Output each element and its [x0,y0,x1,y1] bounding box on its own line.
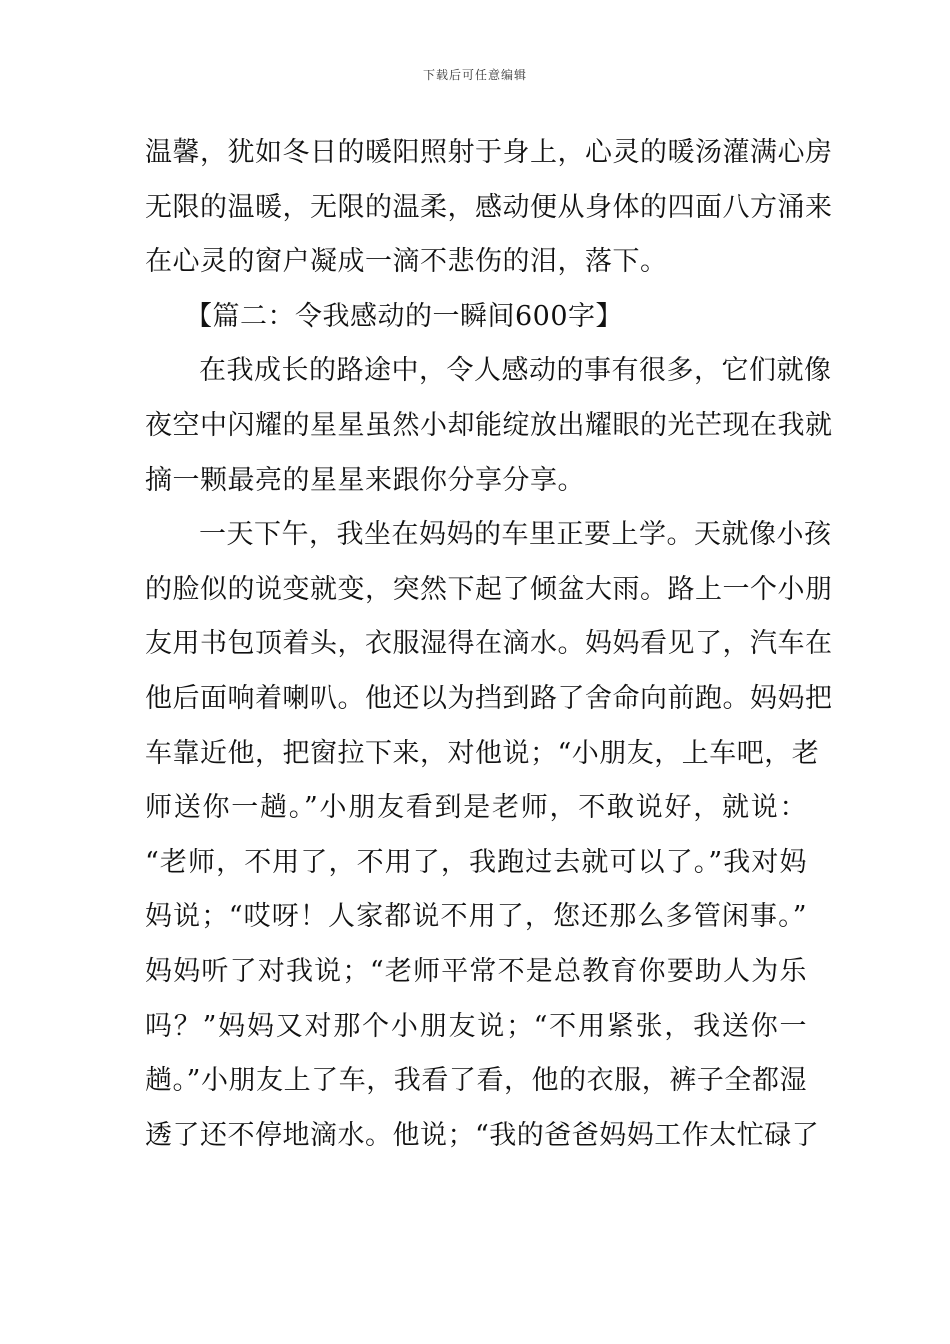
text-line: 夜空中闪耀的星星虽然小却能绽放出耀眼的光芒现在我就 [145,409,833,441]
text-line: 的脸似的说变就变，突然下起了倾盆大雨。路上一个小朋 [145,573,833,605]
text-line: 温馨，犹如冬日的暖阳照射于身上，心灵的暖汤灌满心房 [145,137,833,168]
text-line: 在心灵的窗户凝成一滴不悲伤的泪，落下。 [145,246,668,278]
text-line: 吗？”妈妈又对那个小朋友说；“不用紧张，我送你一 [145,1010,807,1042]
page-header: 下载后可任意编辑 [422,68,527,82]
text-line: 透了还不停地滴水。他说；“我的爸爸妈妈工作太忙碌了 [145,1119,820,1151]
text-line: 车靠近他，把窗拉下来，对他说；“小朋友，上车吧，老 [145,737,820,769]
text-line: 友用书包顶着头，衣服湿得在滴水。妈妈看见了，汽车在 [145,628,833,660]
text-line: 趟。”小朋友上了车，我看了看，他的衣服，裤子全都湿 [145,1065,807,1097]
text-line: “老师，不用了，不用了，我跑过去就可以了。”我对妈 [145,846,807,878]
text-line: 妈说；“哎呀！人家都说不用了，您还那么多管闲事。” [145,901,807,933]
paragraph-first-line: 在我成长的路途中，令人感动的事有很多，它们就像 [199,355,832,387]
paragraph-first-line: 一天下午，我坐在妈妈的车里正要上学。天就像小孩 [199,519,832,551]
document-body [145,126,833,1163]
text-line: 师送你一趟。”小朋友看到是老师，不敢说好，就说： [145,792,807,824]
text-line: 摘一颗最亮的星星来跟你分享分享。 [145,464,585,496]
text-line: 无限的温暖，无限的温柔，感动便从身体的四面八方涌来 [145,191,833,223]
text-line: 他后面响着喇叭。他还以为挡到路了舍命向前跑。妈妈把 [145,682,833,714]
text-line: 妈妈听了对我说；“老师平常不是总教育你要助人为乐 [145,955,807,987]
section-heading: 【篇二：令我感动的一瞬间600字】 [185,300,624,332]
